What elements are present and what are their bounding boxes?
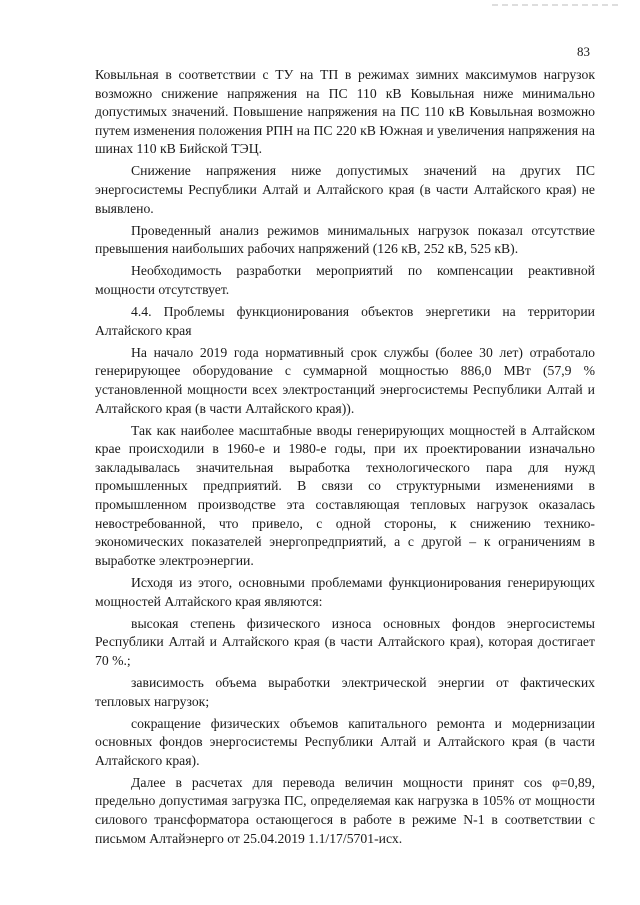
paragraph-reactive-power: Необходимость разработки мероприятий по компенсации реактивной мощности отсутствует. [95,263,595,298]
section-heading-4-4: 4.4. Проблемы функционирования объектов энергетики на территории Алтайского края [95,304,595,338]
scan-artifact [492,4,622,6]
paragraph-continuation: Ковыльная в соответствии с ТУ на ТП в режимах зимних максимумов нагрузок возможно снижение напряжения на ПС 110 кВ Ковыльная ниже минимально допустимых значений. Повышение напряжения на ПС 110 кВ Ковыльная возможно путем изменения положения РПН на ПС 220 кВ Южная и увеличения напряжения на шинах 110 кВ Бийской ТЭЦ. [95,67,595,157]
paragraph-min-load-analysis: Проведенный анализ режимов минимальных нагрузок показал отсутствие превышения наибольших рабочих напряжений (126 кВ, 252 кВ, 525 кВ). [95,222,595,257]
problem-item-heat-load: зависимость объема выработки электрической энергии от фактических тепловых нагрузок; [95,674,595,709]
problem-item-wear: высокая степень физического износа основных фондов энергосистемы Республики Алтай и Алтайского края (в части Алтайского края), которая достигает 70 %.; [95,615,595,668]
paragraph-calculation-notes: Далее в расчетах для перевода величин мощности принят cos φ=0,89, предельно допустимая загрузка ПС, определяемая как нагрузка в 105% от мощности силового трансформатора остающегося в работе в режиме N-1 в соответствии с письмом Алтайэнерго от 25.04.2019 1.1/17/5701-исх. [95,774,595,846]
page-number: 83 [577,44,590,59]
document-body [95,66,595,852]
paragraph-main-problems: Исходя из этого, основными проблемами функционирования генерирующих мощностей Алтайского края являются: [95,574,595,609]
paragraph-service-life: На начало 2019 года нормативный срок службы (более 30 лет) отработало генерирующее оборудование с суммарной мощностью 886,0 МВт (57,9 % установленной мощности всех электростанций энергосистемы Республики Алтай и Алтайского края (в части Алтайского края)). [95,344,595,416]
problem-item-repair: сокращение физических объемов капитального ремонта и модернизации основных фондов энергосистемы Республики Алтай и Алтайского края (в части Алтайского края). [95,715,595,768]
paragraph-voltage-drop: Снижение напряжения ниже допустимых значений на других ПС энергосистемы Республики Алтай и Алтайского края (в части Алтайского края) не выявлено. [95,163,595,216]
paragraph-generation-history: Так как наиболее масштабные вводы генерирующих мощностей в Алтайском крае происходили в 1960-е и 1980-е годы, при их проектировании изначально закладывалась значительная выработка технологического пара для нужд промышленных предприятий. В связи со структурными изменениями в промышленном производстве эта составляющая тепловых нагрузок оказалась невостребованной, что привело, с одной стороны, к снижению технико-экономических показателей энергопредприятий, а с другой – к ограничениям в выработке электроэнергии. [95,422,595,568]
